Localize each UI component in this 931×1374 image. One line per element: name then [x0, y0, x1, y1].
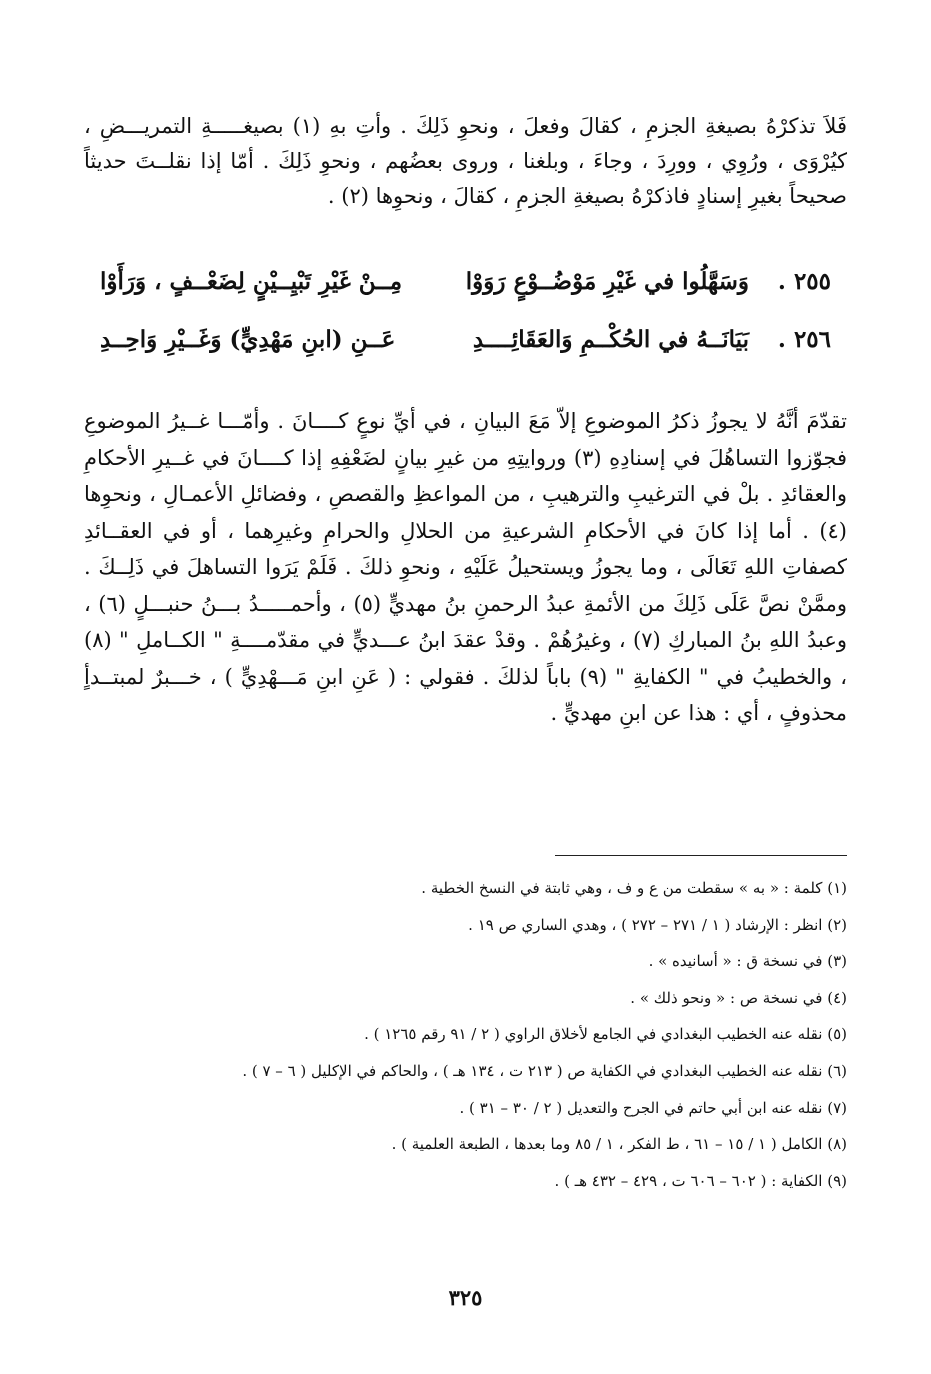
footnote-item: (٦) نقله عنه الخطيب البغدادي في الكفاية ص ( ٢١٣ ت ، ١٣٤ هـ ) ، والحاكم في الإكليل ( ٦ – ٧ ) .	[242, 1061, 847, 1080]
footnotes-list	[84, 870, 847, 1199]
verse-hemistich-first: بَيَانَــهُ في الحُكْــمِ وَالعَقَائِــــدِ	[472, 326, 749, 353]
verse-256	[100, 326, 831, 366]
paragraph-top: فَلاَ تذكرْهُ بصيغةِ الجزمِ ، كقالَ وفعلَ ، ونحوِ ذَلِكَ . وأتِ بهِ (١) بصيغـــــةِ التمريـــضِ ، كيُرْوَى ، ورُوِي ، وورِدَ ، وجاءَ ، وبلغنا ، وروى بعضُهم ، ونحوِ ذَلِكَ . أمّا إذا نقلــتَ حديثاً صحيحاً بغيرِ إسنادٍ فاذكرْهُ بصيغةِ الجزمِ ، كقالَ ، ونحوِها (٢) .	[84, 114, 847, 208]
footnote-item: (٢) انظر : الإرشاد ( ١ / ٢٧١ – ٢٧٢ ) ، وهدي الساري ص ١٩ .	[468, 915, 847, 934]
paragraph-main: تقدّمَ أنَّهُ لا يجوزُ ذكرُ الموضوعِ إلاّ مَعَ البيانِ ، في أيِّ نوعٍ كــــانَ . وأمّـــا غــيرُ الموضوعِ فجوّزوا التساهُلَ في إسنادِهِ (٣) وروايتِهِ من غيرِ بيانٍ لضَعْفِهِ إذا كــــانَ في غــيرِ الأحكامِ والعقائدِ . بلْ في الترغيبِ والترهيبِ ، من المواعظِ والقصصِ ، وفضائلِ الأعمـالِ ، ونحوِها (٤) . أما إذا كانَ في الأحكامِ الشرعيةِ من الحلالِ والحرامِ وغيرِهما ، أو في العقــائدِ كصفاتِ اللهِ تَعَالَى ، وما يجوزُ ويستحيلُ عَلَيْهِ ، ونحوِ ذلكَ . فَلَمْ يَرَوا التساهلَ في ذَلِــكَ . وممَّنْ نصَّ عَلَى ذَلِكَ من الأئمةِ عبدُ الرحمنِ بنُ مهديٍّ (٥) ، وأحمـــــدُ بـــنُ حنبـــلٍ (٦) ، وعبدُ اللهِ بنُ المباركِ (٧) ، وغيرُهُمْ . وقدْ عقدَ ابنُ عـــديٍّ في مقدّمــــةِ " الكــاملِ " (٨) ، والخطيبُ في " الكفايةِ " (٩) باباً لذلكَ . فقولي : ( عَنِ ابنِ مَـــهْدِيٍّ ) ، خـــبرٌ لمبتــدأٍ محذوفٍ ، أي : هذا عن ابنِ مهديٍّ .	[84, 409, 848, 725]
footnote-item: (٣) في نسخة ق : « أسانيده » .	[648, 952, 847, 971]
footnote-item: (٤) في نسخة ص : « ونحو ذلك » .	[630, 988, 847, 1007]
verse-hemistich-second: مِــنْ غَيْرِ تَبْيِــيْنٍ لِضَعْــفٍ ، وَرَأَوْا	[100, 268, 403, 295]
verse-hemistich-first: وَسَهَّلُوا في غَيْرِ مَوْضُــوْعٍ رَوَوْا	[465, 268, 749, 295]
footnote-item: (١) كلمة : « به » سقطت من ع و ف ، وهي ثابتة في النسخ الخطية .	[421, 879, 847, 897]
footnote-item: (٨) الكامل ( ١ / ١٥ – ٦١ ، ط الفكر ، ١ / ٨٥ وما بعدها ، الطبعة العلمية ) .	[391, 1135, 847, 1154]
footnote-item: (٧) نقله عنه ابن أبي حاتم في الجرح والتعديل ( ٢ / ٣٠ – ٣١ ) .	[459, 1098, 847, 1117]
verse-hemistich-second: عَــنِ (ابنِ مَهْدِيٍّ) وَغَــيْرِ وَاحِــدِ	[100, 326, 396, 353]
footnote-item: (٥) نقله عنه الخطيب البغدادي في الجامع لأخلاق الراوي ( ٢ / ٩١ رقم ١٢٦٥ ) .	[364, 1025, 847, 1044]
verse-255	[100, 268, 831, 308]
verse-number: ٢٥٥ .	[777, 268, 831, 295]
footnote-item: (٩) الكفاية : ( ٦٠٢ – ٦٠٦ ت ، ٤٢٩ – ٤٣٢ هـ ) .	[554, 1171, 847, 1190]
footnote-separator	[555, 855, 847, 856]
page-number: ٣٢٥	[448, 1285, 483, 1310]
verse-number: ٢٥٦ .	[777, 326, 831, 353]
